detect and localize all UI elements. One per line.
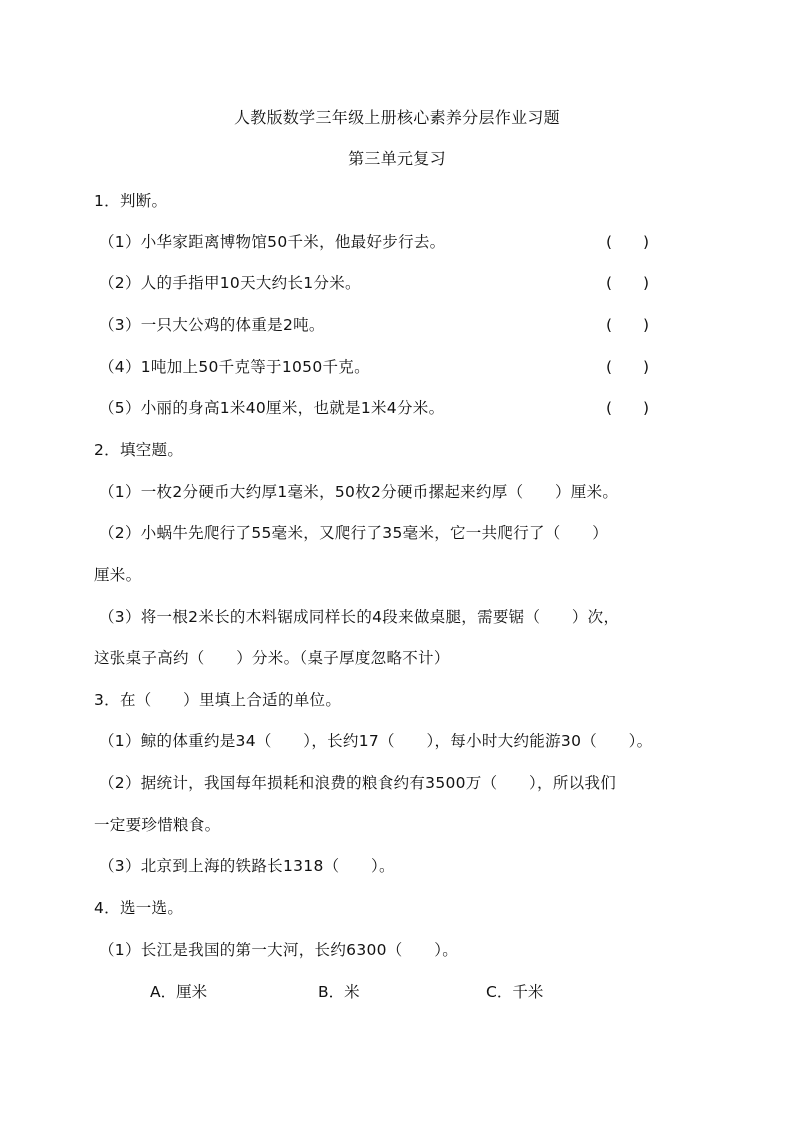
fill-item-3-continuation: 这张桌子高约（ ）分米。（桌子厚度忽略不计） [94, 649, 450, 667]
section-2-heading: 2．填空题。 [94, 441, 184, 459]
unit-item-2: （2）据统计，我国每年损耗和浪费的粮食约有3500万（ ），所以我们 [99, 774, 617, 792]
judge-item-2: （2）人的手指甲10天大约长1分米。 [99, 274, 361, 292]
fill-item-3: （3）将一根2米长的木料锯成同样长的4段来做桌腿，需要锯（ ）次， [99, 608, 620, 626]
unit-item-2-continuation: 一定要珍惜粮食。 [94, 816, 221, 834]
judge-item-3: （3）一只大公鸡的体重是2吨。 [99, 316, 325, 334]
fill-item-1: （1）一枚2分硬币大约厚1毫米，50枚2分硬币摞起来约厚（ ）厘米。 [99, 483, 619, 501]
fill-item-2: （2）小蜗牛先爬行了55毫米，又爬行了35毫米，它一共爬行了（ ） [99, 524, 609, 542]
answer-blank-1-3[interactable]: ( ) [606, 316, 650, 334]
unit-item-3: （3）北京到上海的铁路长1318（ ）。 [99, 857, 395, 875]
judge-item-5: （5）小丽的身高1米40厘米，也就是1米4分米。 [99, 399, 445, 417]
fill-item-2-continuation: 厘米。 [94, 566, 142, 584]
choice-option-c[interactable]: C．千米 [486, 983, 544, 1001]
judge-item-4: （4）1吨加上50千克等于1050千克。 [99, 358, 370, 376]
choice-item-1: （1）长江是我国的第一大河，长约6300（ ）。 [99, 941, 459, 959]
choice-option-b[interactable]: B．米 [318, 983, 360, 1001]
section-1-heading: 1．判断。 [94, 192, 168, 210]
document-subtitle: 第三单元复习 [348, 149, 446, 168]
answer-blank-1-2[interactable]: ( ) [606, 274, 650, 292]
section-4-heading: 4．选一选。 [94, 899, 184, 917]
judge-item-1: （1）小华家距离博物馆50千米，他最好步行去。 [99, 233, 446, 251]
answer-blank-1-1[interactable]: ( ) [606, 233, 650, 251]
section-3-heading: 3．在（ ）里填上合适的单位。 [94, 691, 342, 709]
answer-blank-1-4[interactable]: ( ) [606, 358, 650, 376]
answer-blank-1-5[interactable]: ( ) [606, 399, 650, 417]
unit-item-1: （1）鲸的体重约是34（ ），长约17（ ），每小时大约能游30（ ）。 [99, 732, 653, 750]
choice-option-a[interactable]: A．厘米 [150, 983, 208, 1001]
document-title: 人教版数学三年级上册核心素养分层作业习题 [233, 108, 560, 127]
